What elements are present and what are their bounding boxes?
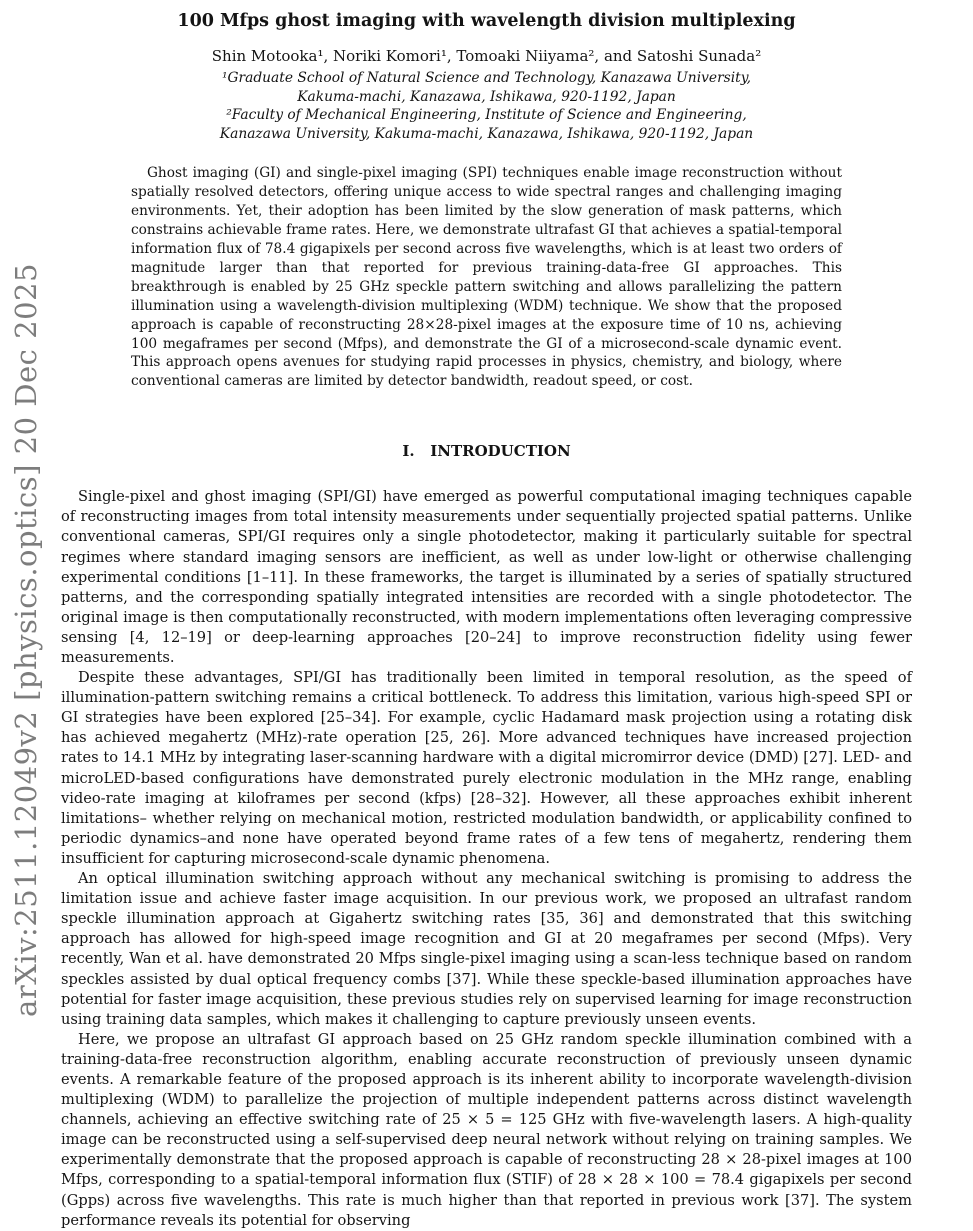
section-heading-introduction: I. INTRODUCTION <box>402 442 571 461</box>
introduction-paragraph-2: Despite these advantages, SPI/GI has traditionally been limited in temporal resolution, as the speed of illumination-pattern switching remains a critical bottleneck. To address this limitation, various high-speed SPI or GI strategies have been explored [25–34]. For example, cyclic Hadamard mask projection using a rotating disk has achieved megahertz (MHz)-rate operation [25, 26]. More advanced techniques have increased projection rates to 14.1 MHz by integrating laser-scanning hardware with a digital micromirror device (DMD) [27]. LED- and microLED-based configurations have demonstrated purely electronic modulation in the MHz range, enabling video-rate imaging at kiloframes per second (kfps) [28–32]. However, all these approaches exhibit inherent limitations– whether relying on mechanical motion, restricted modulation bandwidth, or applicability confined to periodic dynamics–and none have operated beyond frame rates of a few tens of megahertz, rendering them insufficient for capturing microsecond-scale dynamic phenomena. <box>61 669 912 867</box>
affiliation-1-line-2: Kakuma-machi, Kanazawa, Ishikawa, 920-1192, Japan <box>297 88 676 105</box>
paper-title: 100 Mfps ghost imaging with wavelength division multiplexing <box>177 11 796 31</box>
arxiv-watermark: arXiv:2511.12049v2 [physics.optics] 20 Dec 2025 <box>9 263 43 1017</box>
paper-content <box>61 0 912 1231</box>
introduction-paragraph-4: Here, we propose an ultrafast GI approach based on 25 GHz random speckle illumination combined with a training-data-free reconstruction algorithm, enabling accurate reconstruction of previously unseen dynamic events. A remarkable feature of the proposed approach is its inherent ability to incorporate wavelength-division multiplexing (WDM) to parallelize the projection of multiple independent patterns across distinct wavelength channels, achieving an effective switching rate of 25 × 5 = 125 GHz with five-wavelength lasers. A high-quality image can be reconstructed using a self-supervised deep neural network without relying on training samples. We experimentally demonstrate that the proposed approach is capable of reconstructing 28 × 28-pixel images at 100 Mfps, corresponding to a spatial-temporal information flux (STIF) of 28 × 28 × 100 = 78.4 gigapixels per second (Gpps) across five wavelengths. This rate is much higher than that reported in previous work [37]. The system performance reveals its potential for observing <box>61 1030 912 1229</box>
affiliation-2-line-1: ²Faculty of Mechanical Engineering, Institute of Science and Engineering, <box>226 107 747 124</box>
abstract-text: Ghost imaging (GI) and single-pixel imaging (SPI) techniques enable image reconstruction without spatially resolved detectors, offering unique access to wide spectral ranges and challenging imaging environments. Yet, their adoption has been limited by the slow generation of mask patterns, which constrains achievable frame rates. Here, we demonstrate ultrafast GI that achieves a spatial-temporal information flux of 78.4 gigapixels per second across five wavelengths, which is at least two orders of magnitude larger than that reported for previous training-data-free GI approaches. This breakthrough is enabled by 25 GHz speckle pattern switching and allows parallelizing the pattern illumination using a wavelength-division multiplexing (WDM) technique. We show that the proposed approach is capable of reconstructing 28×28-pixel images at the exposure time of 10 ns, achieving 100 megaframes per second (Mfps), and demonstrate the GI of a microsecond-scale dynamic event. This approach opens avenues for studying rapid processes in physics, chemistry, and biology, where conventional cameras are limited by detector bandwidth, readout speed, or cost. <box>131 165 842 390</box>
affiliations-block <box>61 69 912 143</box>
introduction-body <box>61 487 912 1230</box>
authors-line: Shin Motooka¹, Noriki Komori¹, Tomoaki Niiyama², and Satoshi Sunada² <box>211 47 762 65</box>
introduction-paragraph-1: Single-pixel and ghost imaging (SPI/GI) have emerged as powerful computational imaging techniques capable of reconstructing images from total intensity measurements under sequentially projected spatial patterns. Unlike conventional cameras, SPI/GI requires only a single photodetector, making it particularly suitable for spectral regimes where standard imaging sensors are inefficient, as well as under low-light or otherwise challenging experimental conditions [1–11]. In these frameworks, the target is illuminated by a series of spatially structured patterns, and the corresponding spatially integrated intensities are recorded with a single photodetector. The original image is then computationally reconstructed, with modern implementations often leveraging compressive sensing [4, 12–19] or deep-learning approaches [20–24] to improve reconstruction fidelity using fewer measurements. <box>61 488 912 666</box>
affiliation-1-line-1: ¹Graduate School of Natural Science and Technology, Kanazawa University, <box>221 70 752 86</box>
affiliation-2-line-2: Kanazawa University, Kakuma-machi, Kanazawa, Ishikawa, 920-1192, Japan <box>219 125 754 142</box>
abstract-block <box>131 164 842 391</box>
introduction-paragraph-3: An optical illumination switching approach without any mechanical switching is promising to address the limitation issue and achieve faster image acquisition. In our previous work, we proposed an ultrafast random speckle illumination approach at Gigahertz switching rates [35, 36] and demonstrated that this switching approach has allowed for high-speed image recognition and GI at 20 megaframes per second (Mfps). Very recently, Wan et al. have demonstrated 20 Mfps single-pixel imaging using a scan-less technique based on random speckles assisted by dual optical frequency combs [37]. While these speckle-based illumination approaches have potential for faster image acquisition, these previous studies rely on supervised learning for image reconstruction using training data samples, which makes it challenging to capture previously unseen events. <box>61 870 912 1028</box>
